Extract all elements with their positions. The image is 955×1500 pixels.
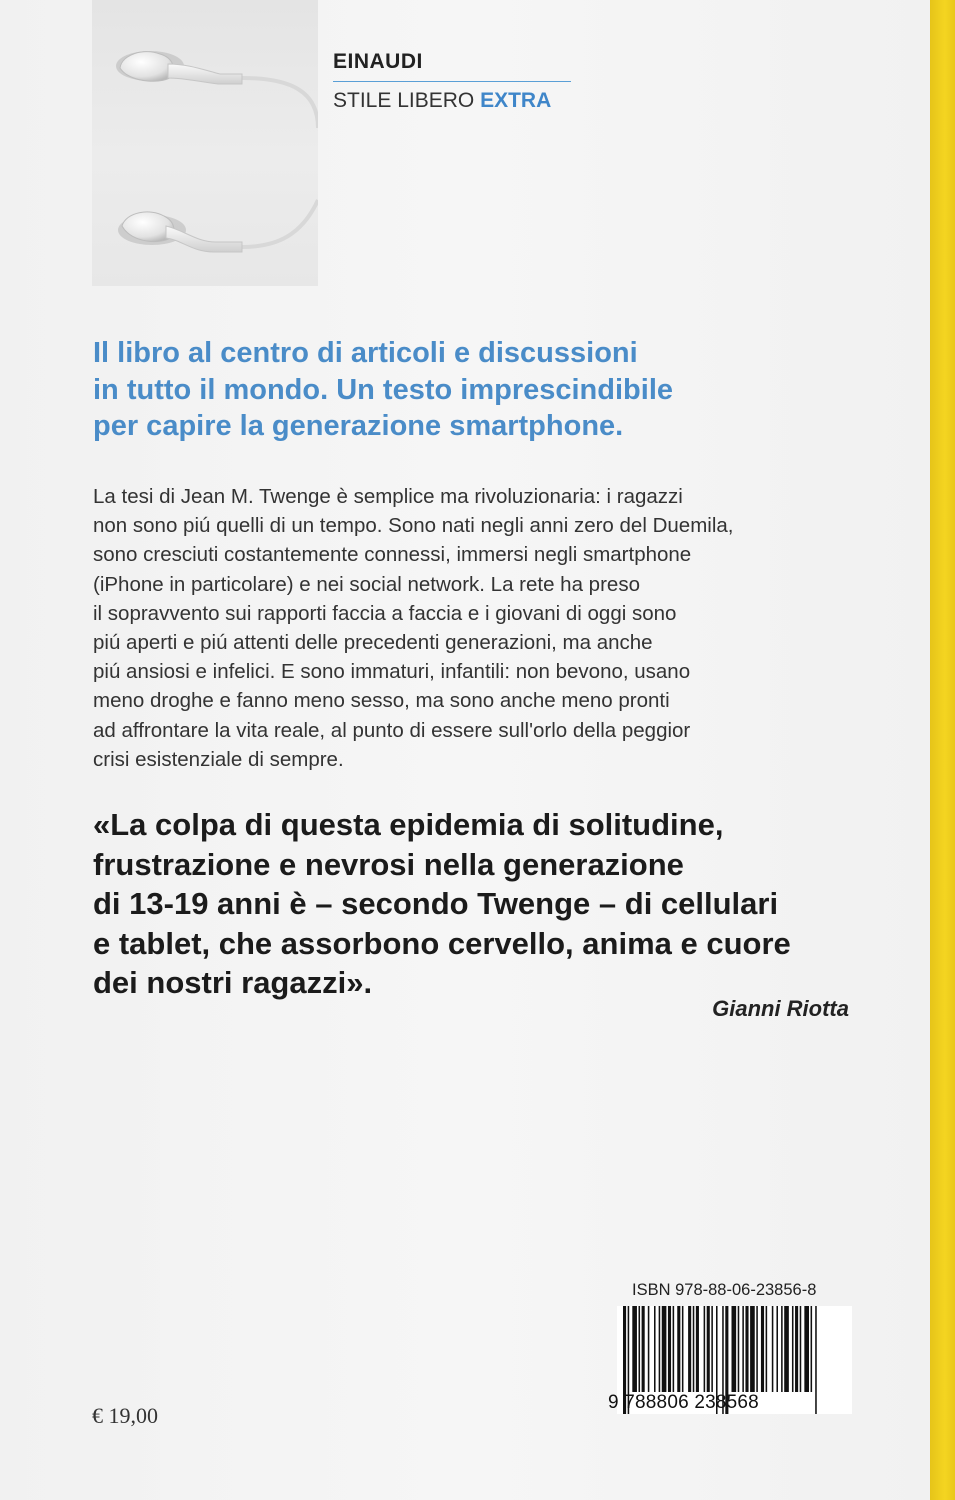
blurb-line: ad affrontare la vita reale, al punto di essere sull'orlo della peggior [93,718,691,742]
barcode-bar [711,1306,713,1392]
headline [93,335,883,445]
quote-line: di 13-19 anni è – secondo Twenge – di cellulari [93,886,779,921]
barcode-bar [766,1306,768,1392]
barcode-bar [688,1306,691,1392]
publisher-block [333,50,573,113]
barcode-bar [781,1306,783,1392]
barcode-bar [668,1306,671,1392]
barcode-bar [632,1306,637,1392]
barcode-bar [795,1306,798,1392]
barcode-bar [704,1306,706,1392]
barcode-bar [673,1306,675,1392]
earphones-photo [92,0,318,286]
quote-line: dei nostri ragazzi». [93,965,373,1000]
barcode-bar [654,1306,656,1392]
barcode-bar [750,1306,755,1392]
barcode-bar [776,1306,778,1392]
blurb-line: La tesi di Jean M. Twenge è semplice ma rivoluzionaria: i ragazzi [93,485,683,508]
barcode-bar [693,1306,695,1392]
blurb-line: non sono piú quelli di un tempo. Sono nati negli anni zero del Duemila, [93,514,734,538]
barcode-bar [756,1306,758,1392]
price: € 19,00 [92,1403,158,1428]
blurb-line: meno droghe e fanno meno sesso, ma sono anche meno pronti [93,689,670,713]
publisher-divider [333,81,571,82]
series-name [333,89,573,113]
barcode-bar [696,1306,699,1392]
spine-edge [930,0,955,1500]
quote-line: e tablet, che assorbono cervello, anima e cuore [93,925,791,961]
barcode-bar [677,1306,680,1392]
blurb-paragraph [93,482,893,774]
blurb-line: crisi esistenziale di sempre. [93,747,344,771]
series-plain: STILE LIBERO [333,89,481,112]
barcode-bar [662,1306,667,1392]
barcode-bar [811,1306,813,1392]
blurb-line: sono cresciuti costantemente connessi, immersi negli smartphone [93,543,692,567]
barcode-bar [784,1306,789,1392]
publisher-name: EINAUDI [333,50,423,73]
headline-line: Il libro al centro di articoli e discussioni [93,337,638,369]
barcode-bar [772,1306,774,1392]
barcode-bar [639,1306,641,1392]
blurb-line: il sopravvento sui rapporti faccia a faccia e i giovani di oggi sono [93,601,677,625]
pull-quote [93,805,893,1003]
barcode-bar [648,1306,650,1392]
barcode-bar [800,1306,802,1392]
quote-line: frustrazione e nevrosi nella generazione [93,846,684,882]
earphones-icon [92,0,318,286]
barcode-digits: 9 788806 238568 [608,1392,759,1413]
blurb-line: piú ansiosi e infelici. E sono immaturi, infantili: non bevono, usano [93,660,691,684]
headline-line: in tutto il mondo. Un testo imprescindibile [93,373,673,406]
barcode-bar [804,1306,809,1392]
barcode-bar [738,1306,740,1392]
isbn-label: ISBN 978-88-06-23856-8 [632,1281,817,1299]
barcode-bar [732,1306,737,1392]
barcode-bar [761,1306,764,1392]
quote-attribution: Gianni Riotta [712,996,849,1021]
barcode-bar [707,1306,710,1392]
barcode-bar [659,1306,661,1392]
blurb-line: (iPhone in particolare) e nei social network. La rete ha preso [93,572,640,596]
blurb-line: piú aperti e piú attenti delle precedenti generazioni, ma anche [93,631,653,655]
barcode-bar [642,1306,645,1392]
barcode-bar [682,1306,684,1392]
barcode-bar [792,1306,794,1392]
headline-line: per capire la generazione smartphone. [93,410,624,442]
series-accent: EXTRA [480,89,552,112]
quote-line: «La colpa di questa epidemia di solitudine, [93,807,724,842]
barcode-bar [745,1306,748,1392]
barcode-bar [742,1306,744,1392]
